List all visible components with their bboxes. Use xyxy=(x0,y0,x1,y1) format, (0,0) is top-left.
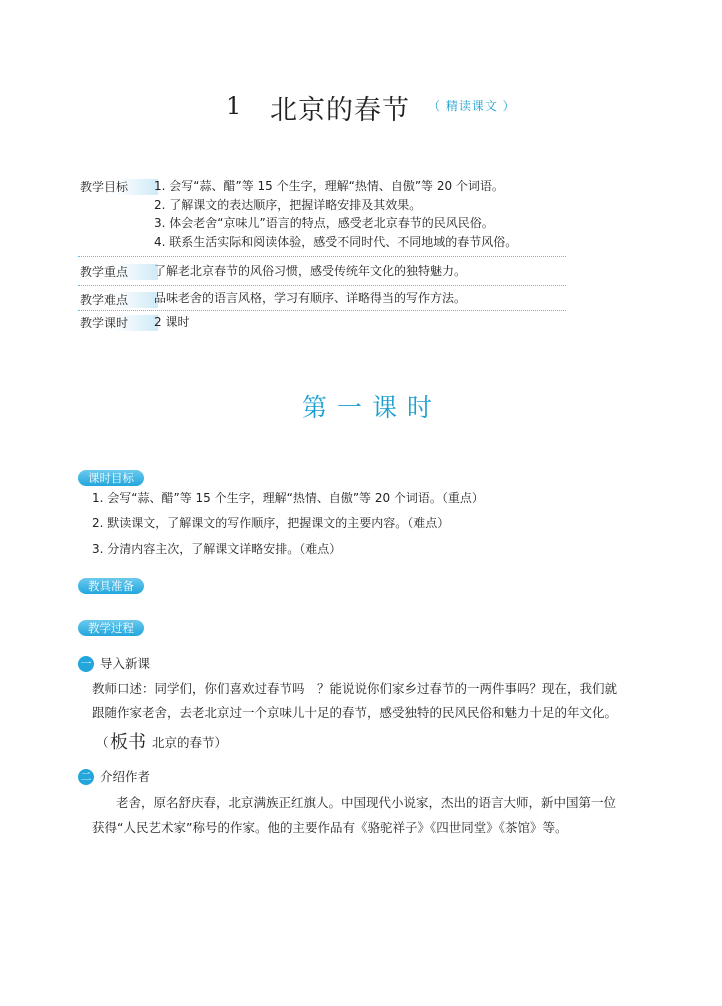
difficulty-text: 品味老舍的语言风格，学习有顺序、详略得当的写作方法。 xyxy=(154,291,467,305)
step-text: 教师口述：同学们，你们喜欢过春节吗 ？能说说你们家乡过春节的一两件事吗？现在，我们就 xyxy=(92,681,618,696)
goals-label: 教学目标 xyxy=(78,179,158,195)
objective-item: 2. 默读课文，了解课文的写作顺序，把握课文的主要内容。（难点） xyxy=(92,516,450,530)
hours-text: 2 课时 xyxy=(154,315,190,329)
step-title: 导入新课 xyxy=(100,656,151,671)
difficulty-label: 教学难点 xyxy=(78,292,158,308)
prep-pill: 教具准备 xyxy=(78,578,144,594)
blackboard-label: 板书 xyxy=(110,732,146,753)
key-text: 了解老北京春节的风俗习惯，感受传统年文化的独特魅力。 xyxy=(154,264,467,278)
lesson-number: 1 xyxy=(226,92,242,120)
divider xyxy=(78,256,566,257)
objective-item: 1. 会写“蒜、醋”等 15 个生字，理解“热情、自傲”等 20 个词语。（重点） xyxy=(92,491,484,505)
step-title: 介绍作者 xyxy=(100,769,151,784)
section-title: 第一课时 xyxy=(302,393,443,422)
objectives-pill: 课时目标 xyxy=(78,470,144,486)
step-text: 跟随作家老舍，去老北京过一个京味儿十足的春节，感受独特的民风民俗和魅力十足的年文化。 xyxy=(92,705,618,720)
lesson-title: 北京的春节 xyxy=(270,95,410,126)
key-label: 教学重点 xyxy=(78,264,158,280)
divider xyxy=(78,285,566,286)
goal-item: 1. 会写“蒜、醋”等 15 个生字，理解“热情、自傲”等 20 个词语。 xyxy=(154,179,504,193)
hours-label: 教学课时 xyxy=(78,315,158,331)
objective-item: 3. 分清内容主次，了解课文详略安排。（难点） xyxy=(92,542,342,556)
lesson-type-tag: （ 精读课文 ） xyxy=(428,99,516,113)
goal-item: 3. 体会老舍“京味儿”语言的特点，感受老北京春节的民风民俗。 xyxy=(154,216,494,230)
step-number-badge: 二 xyxy=(78,769,94,785)
step-text: 老舍，原名舒庆春，北京满族正红旗人。中国现代小说家，杰出的语言大师，新中国第一位 xyxy=(116,795,617,810)
goal-item: 2. 了解课文的表达顺序，把握详略安排及其效果。 xyxy=(154,198,422,212)
step-text: 获得“人民艺术家”称号的作家。他的主要作品有《骆驼祥子》《四世同堂》《茶馆》等。 xyxy=(92,820,568,835)
process-pill: 教学过程 xyxy=(78,620,144,636)
blackboard-open-paren: （ xyxy=(96,735,109,750)
blackboard-text: 北京的春节） xyxy=(152,735,228,750)
divider xyxy=(78,310,566,311)
step-number-badge: 一 xyxy=(78,656,94,672)
goal-item: 4. 联系生活实际和阅读体验，感受不同时代、不同地域的春节风俗。 xyxy=(154,235,518,249)
